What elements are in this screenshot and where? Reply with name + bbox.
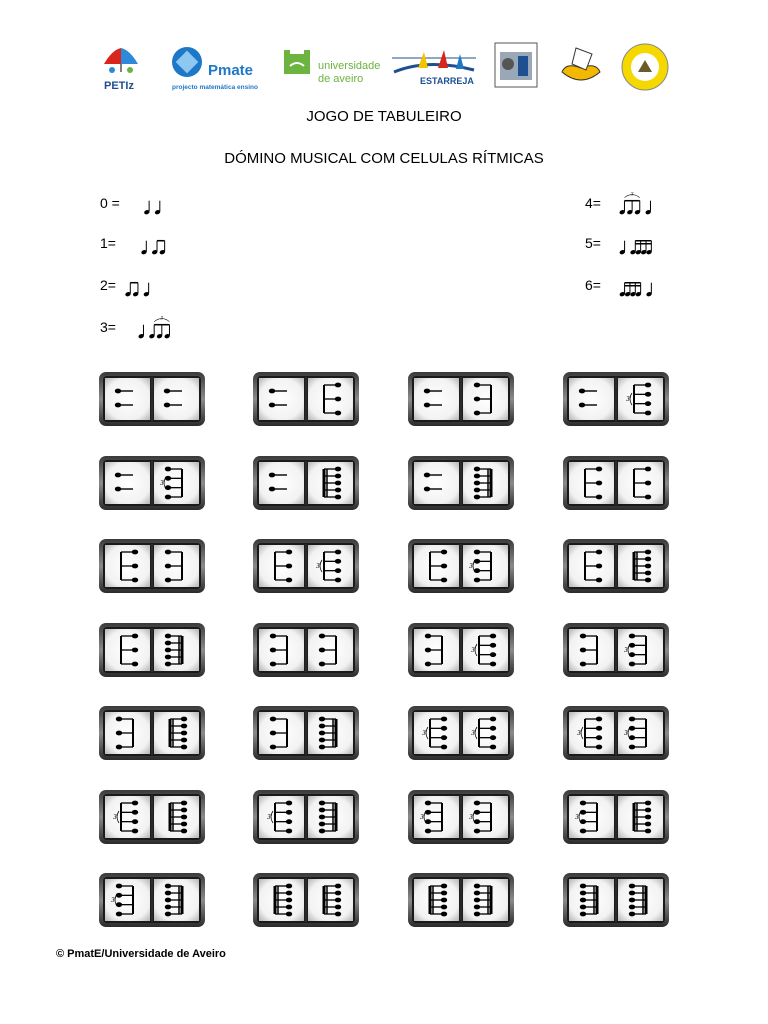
domino-tile-6-6[interactable] (562, 872, 670, 928)
aveiro-logo-subtext: de aveiro (318, 73, 364, 85)
agrupamento-escolas-logo (494, 42, 538, 92)
domino-tile-1-4[interactable] (407, 538, 515, 594)
svg-text:3: 3 (420, 814, 424, 821)
universidade-logo-text: universidade (318, 60, 381, 72)
domino-tile-1-1[interactable] (562, 455, 670, 511)
triplet-and-quarter-icon (613, 190, 665, 221)
legend-item-5 (585, 230, 745, 260)
svg-text:3: 3 (624, 730, 628, 737)
domino-tile-2-2[interactable] (252, 622, 360, 678)
two-quarter-notes-icon (140, 190, 172, 221)
pmate-logo-subtext: projecto matemática ensino (172, 84, 258, 91)
domino-tile-1-5[interactable] (562, 538, 670, 594)
svg-text:3: 3 (422, 730, 426, 737)
legend-item-6 (585, 272, 745, 302)
page-subtitle: DÓMINO MUSICAL COM CELULAS RÍTMICAS (224, 150, 544, 167)
legend-item-1 (100, 230, 260, 260)
domino-tile-4-5[interactable] (562, 789, 670, 845)
svg-text:3: 3 (577, 730, 581, 737)
legend-label: 4= (585, 195, 601, 211)
svg-text:3: 3 (626, 396, 630, 403)
domino-tile-0-1[interactable] (252, 371, 360, 427)
svg-text:3: 3 (471, 730, 475, 737)
legend-label: 1= (100, 235, 116, 251)
svg-text:3: 3 (575, 814, 579, 821)
domino-tile-1-3[interactable] (252, 538, 360, 594)
estarreja-logo-text: ESTARREJA (420, 76, 474, 86)
domino-tile-2-4[interactable] (562, 622, 670, 678)
domino-tile-0-4[interactable] (98, 455, 206, 511)
page-title: JOGO DE TABULEIRO (306, 108, 462, 125)
domino-tile-2-6[interactable] (252, 705, 360, 761)
legend-label: 6= (585, 277, 601, 293)
svg-text:3: 3 (160, 316, 164, 322)
svg-text:3: 3 (469, 563, 473, 570)
svg-text:3: 3 (113, 814, 117, 821)
domino-tile-2-3[interactable] (407, 622, 515, 678)
legend-label: 2= (100, 277, 116, 293)
petiz-logo-text: PETIz (104, 80, 134, 92)
school-emblem-1 (556, 42, 606, 92)
pmate-logo-text: Pmate (208, 62, 254, 79)
legend-label: 0 = (100, 195, 120, 211)
domino-tile-5-6[interactable] (407, 872, 515, 928)
universidade-aveiro-logo (282, 42, 312, 92)
quarter-and-four-sixteenths-icon (613, 230, 666, 261)
two-eighths-and-quarter-icon (120, 272, 162, 303)
domino-tile-5-5[interactable] (252, 872, 360, 928)
legend-item-0 (100, 190, 260, 220)
legend-label: 5= (585, 235, 601, 251)
domino-tile-0-6[interactable] (407, 455, 515, 511)
domino-tile-0-5[interactable] (252, 455, 360, 511)
legend-label: 3= (100, 319, 116, 335)
domino-tile-4-4[interactable] (407, 789, 515, 845)
school-emblem-2 (620, 42, 670, 92)
svg-text:3: 3 (316, 563, 320, 570)
domino-tile-3-4[interactable] (562, 705, 670, 761)
domino-tile-0-2[interactable] (407, 371, 515, 427)
legend-item-2 (100, 272, 260, 302)
svg-text:3: 3 (471, 647, 475, 654)
svg-text:3: 3 (630, 192, 634, 198)
svg-text:3: 3 (267, 814, 271, 821)
domino-tile-3-6[interactable] (252, 789, 360, 845)
domino-tile-3-3[interactable] (407, 705, 515, 761)
quarter-and-triplet-icon (132, 314, 184, 345)
domino-tile-4-6[interactable] (98, 872, 206, 928)
svg-text:3: 3 (469, 814, 473, 821)
svg-text:3: 3 (111, 897, 115, 904)
domino-tile-0-0[interactable] (98, 371, 206, 427)
domino-tile-0-3[interactable] (562, 371, 670, 427)
domino-tile-2-5[interactable] (98, 705, 206, 761)
legend-item-3 (100, 314, 260, 344)
legend-item-4 (585, 190, 745, 220)
quarter-and-two-eighths-icon (136, 230, 178, 261)
four-sixteenths-and-quarter-icon (613, 272, 666, 303)
domino-tile-1-2[interactable] (98, 538, 206, 594)
svg-text:3: 3 (160, 480, 164, 487)
footer-copyright: © PmatE/Universidade de Aveiro (56, 948, 226, 960)
domino-tile-3-5[interactable] (98, 789, 206, 845)
domino-tile-1-6[interactable] (98, 622, 206, 678)
svg-text:3: 3 (624, 647, 628, 654)
